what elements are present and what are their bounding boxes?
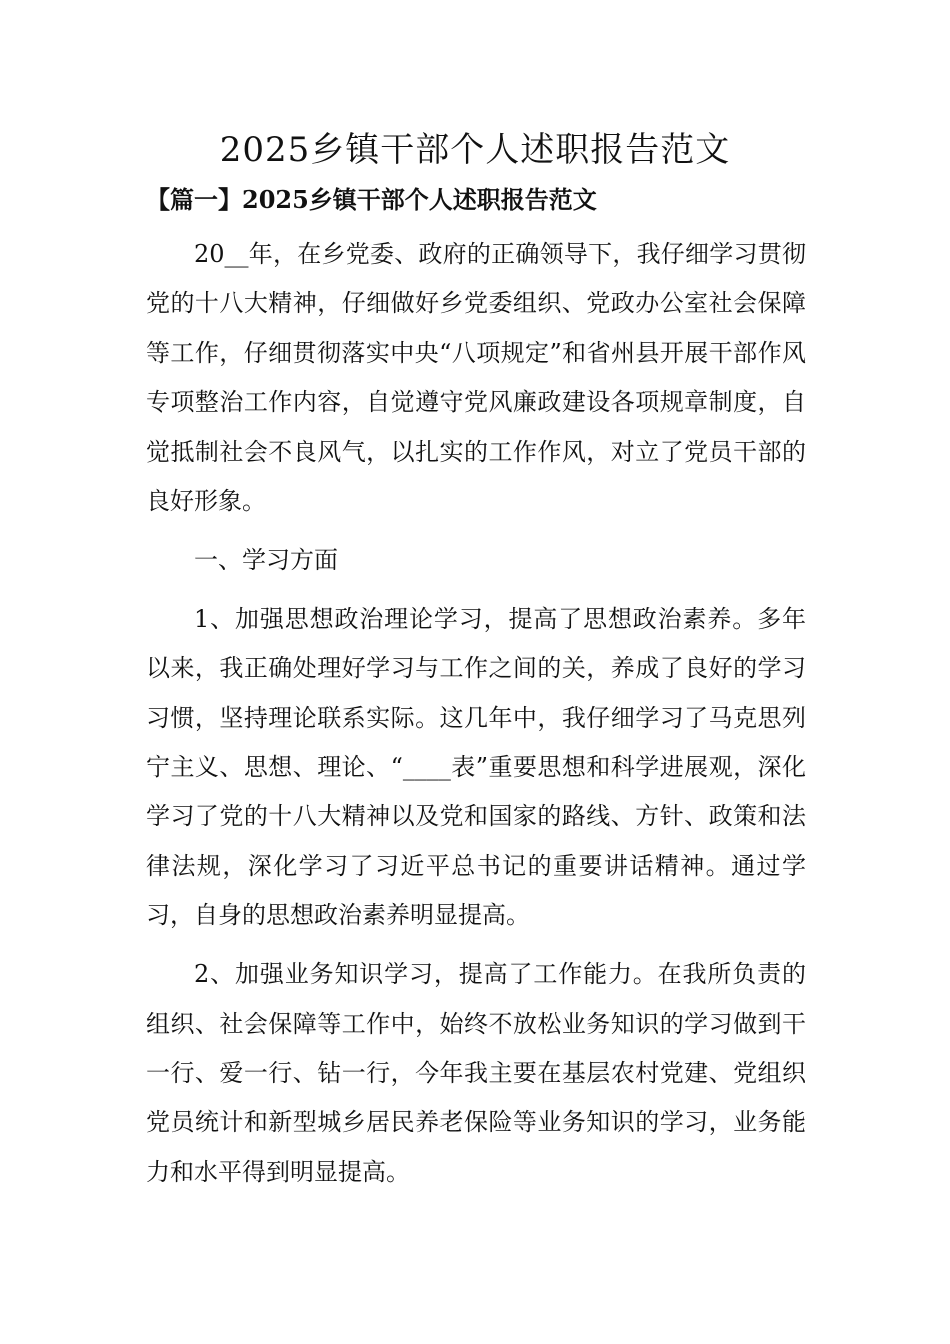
document-body	[146, 230, 806, 1197]
paragraph-heading-study: 一、学习方面	[194, 545, 338, 574]
document-title: 2025乡镇干部个人述职报告范文	[219, 130, 731, 170]
paragraph-business-study: 2、加强业务知识学习，提高了工作能力。在我所负责的组织、社会保障等工作中，始终不放松业务知识的学习做到干一行、爱一行、钻一行，今年我主要在基层农村党建、党组织党员统计和新型城乡居民养老保险等业务知识的学习，业务能力和水平得到明显提高。	[146, 960, 806, 1186]
section-heading: 【篇一】2025乡镇干部个人述职报告范文	[146, 185, 597, 214]
paragraph-intro: 20__年，在乡党委、政府的正确领导下，我仔细学习贯彻党的十八大精神，仔细做好乡党委组织、党政办公室社会保障等工作，仔细贯彻落实中央“八项规定”和省州县开展干部作风专项整治工作内容，自觉遵守党风廉政建设各项规章制度，自觉抵制社会不良风气，以扎实的工作作风，对立了党员干部的良好形象。	[146, 240, 806, 516]
paragraph-political-study: 1、加强思想政治理论学习，提高了思想政治素养。多年以来，我正确处理好学习与工作之间的关，养成了良好的学习习惯，坚持理论联系实际。这几年中，我仔细学习了马克思列宁主义、思想、理论、“____表”重要思想和科学进展观，深化学习了党的十八大精神以及党和国家的路线、方针、政策和法律法规，深化学习了习近平总书记的重要讲话精神。通过学习，自身的思想政治素养明显提高。	[146, 604, 806, 930]
